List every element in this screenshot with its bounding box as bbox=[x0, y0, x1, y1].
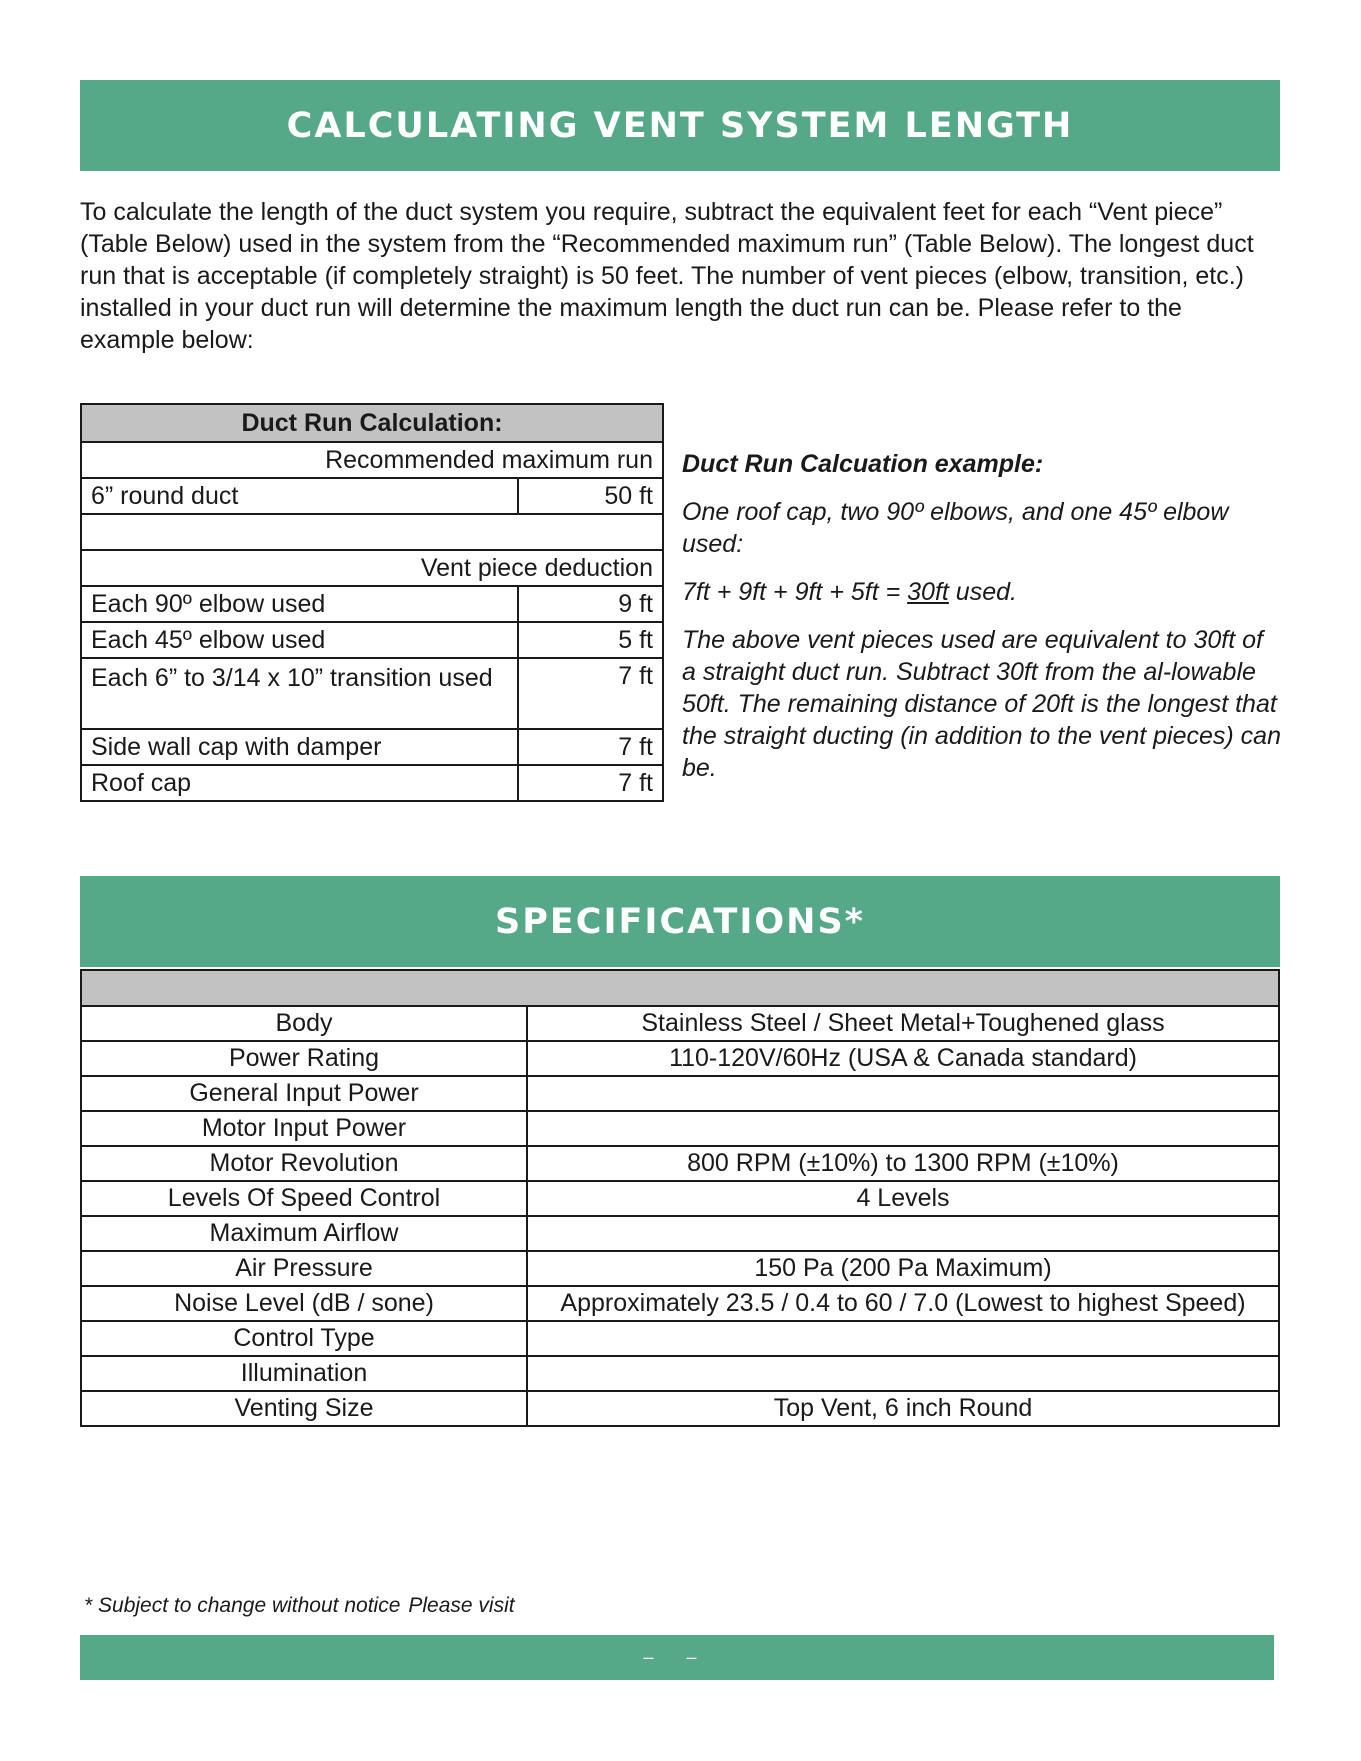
row-label: 6” round duct bbox=[81, 478, 518, 514]
duct-table-title: Duct Run Calculation: bbox=[81, 404, 663, 442]
section-title: CALCULATING VENT SYSTEM LENGTH bbox=[286, 105, 1074, 146]
example-line: One roof cap, two 90º elbows, and one 45º elbow used: bbox=[682, 498, 1229, 558]
section-title: SPECIFICATIONS* bbox=[495, 901, 865, 942]
spec-label: Motor Revolution bbox=[81, 1146, 527, 1181]
spec-label: Illumination bbox=[81, 1356, 527, 1391]
table-row bbox=[81, 1391, 1279, 1426]
table-row bbox=[81, 1181, 1279, 1216]
footnote-disclaimer: * Subject to change without notice bbox=[84, 1594, 401, 1617]
spec-value: 110-120V/60Hz (USA & Canada standard) bbox=[527, 1041, 1279, 1076]
spec-value: 800 RPM (±10%) to 1300 RPM (±10%) bbox=[527, 1146, 1279, 1181]
table-row bbox=[81, 1321, 1279, 1356]
equation-suffix: used. bbox=[948, 578, 1017, 606]
row-label: Side wall cap with damper bbox=[81, 729, 518, 765]
spec-label: Levels Of Speed Control bbox=[81, 1181, 527, 1216]
footer-mark: – – bbox=[643, 1647, 711, 1667]
spec-label: Power Rating bbox=[81, 1041, 527, 1076]
spec-value bbox=[527, 1356, 1279, 1391]
equation-prefix: 7ft + 9ft + 9ft + 5ft = bbox=[682, 578, 908, 606]
recommended-run-header: Recommended maximum run bbox=[81, 442, 663, 478]
row-value: 9 ft bbox=[518, 586, 663, 622]
section-banner-specifications bbox=[80, 876, 1280, 967]
spec-value: Top Vent, 6 inch Round bbox=[527, 1391, 1279, 1426]
spec-value bbox=[527, 1076, 1279, 1111]
table-row bbox=[81, 1076, 1279, 1111]
row-value: 7 ft bbox=[518, 765, 663, 801]
spec-value bbox=[527, 1216, 1279, 1251]
table-row bbox=[81, 586, 663, 622]
spec-label: Maximum Airflow bbox=[81, 1216, 527, 1251]
table-row bbox=[81, 1041, 1279, 1076]
row-label: Each 90º elbow used bbox=[81, 586, 518, 622]
spec-value bbox=[527, 1111, 1279, 1146]
example-explanation: The above vent pieces used are equivalent to 30ft of a straight duct run. Subtract 30ft from the al-lowable 50ft. The remaining distance of 20ft is the longest that the straight ducting (in addition to the vent pieces) can be. bbox=[682, 626, 1281, 782]
footnote-visit: Please visit bbox=[408, 1594, 515, 1617]
spec-label: Body bbox=[81, 1006, 527, 1041]
spacer-row bbox=[81, 514, 663, 550]
row-label: Each 6” to 3/14 x 10” transition used bbox=[81, 658, 518, 729]
intro-paragraph: To calculate the length of the duct system you require, subtract the equivalent feet for each “Vent piece” (Table Below) used in the system from the “Recommended maximum run” (Table Below). The longest duct run that is acceptable (if completely straight) is 50 feet. The number of vent pieces (elbow, transition, etc.) installed in your duct run will determine the maximum length the duct run can be. Please refer to the example below: bbox=[80, 198, 1254, 354]
table-row bbox=[81, 478, 663, 514]
table-row bbox=[81, 1216, 1279, 1251]
duct-run-table bbox=[80, 403, 664, 802]
table-row bbox=[81, 1006, 1279, 1041]
spec-label: Motor Input Power bbox=[81, 1111, 527, 1146]
table-row bbox=[81, 1251, 1279, 1286]
table-row bbox=[81, 1111, 1279, 1146]
row-label: Roof cap bbox=[81, 765, 518, 801]
specifications-table bbox=[80, 969, 1280, 1427]
vent-deduction-header: Vent piece deduction bbox=[81, 550, 663, 586]
example-equation bbox=[682, 576, 1282, 608]
table-row bbox=[81, 1356, 1279, 1391]
spec-value bbox=[527, 1321, 1279, 1356]
row-value: 5 ft bbox=[518, 622, 663, 658]
row-label: Each 45º elbow used bbox=[81, 622, 518, 658]
spec-label: Noise Level (dB / sone) bbox=[81, 1286, 527, 1321]
table-row bbox=[81, 658, 663, 729]
spec-label: General Input Power bbox=[81, 1076, 527, 1111]
duct-example bbox=[682, 448, 1282, 800]
table-row bbox=[81, 1286, 1279, 1321]
spec-value: 150 Pa (200 Pa Maximum) bbox=[527, 1251, 1279, 1286]
row-value: 7 ft bbox=[518, 658, 663, 729]
table-row bbox=[81, 765, 663, 801]
footnote bbox=[84, 1594, 515, 1618]
spec-label: Venting Size bbox=[81, 1391, 527, 1426]
table-row bbox=[81, 622, 663, 658]
spec-label: Air Pressure bbox=[81, 1251, 527, 1286]
table-row bbox=[81, 729, 663, 765]
footer-bar bbox=[80, 1635, 1274, 1680]
section-banner-vent-length bbox=[80, 80, 1280, 171]
spec-value: Stainless Steel / Sheet Metal+Toughened glass bbox=[527, 1006, 1279, 1041]
spec-value: Approximately 23.5 / 0.4 to 60 / 7.0 (Lowest to highest Speed) bbox=[527, 1286, 1279, 1321]
row-value: 50 ft bbox=[518, 478, 663, 514]
example-title: Duct Run Calcuation example: bbox=[682, 450, 1044, 478]
table-row bbox=[81, 1146, 1279, 1181]
table-header-cell bbox=[81, 970, 1279, 1006]
row-value: 7 ft bbox=[518, 729, 663, 765]
equation-total: 30ft bbox=[907, 578, 949, 606]
table-header-row bbox=[81, 970, 1279, 1006]
spec-value: 4 Levels bbox=[527, 1181, 1279, 1216]
spec-label: Control Type bbox=[81, 1321, 527, 1356]
